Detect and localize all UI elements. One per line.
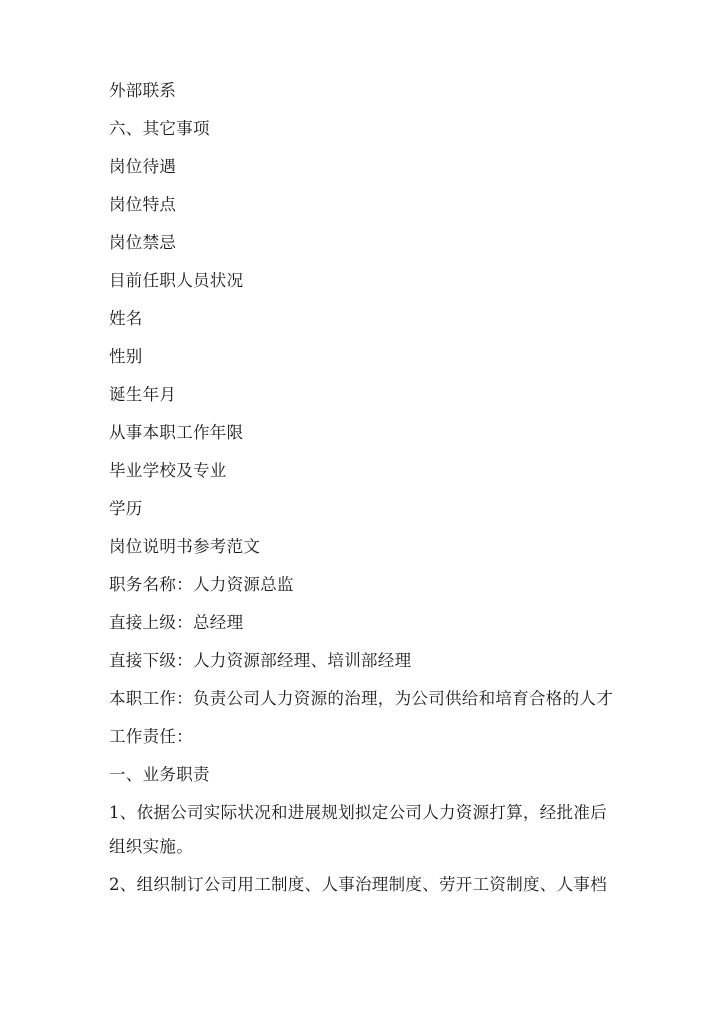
text-line: 工作责任： xyxy=(109,727,193,746)
text-line: 外部联系 xyxy=(109,81,177,100)
text-line: 姓名 xyxy=(109,309,143,328)
text-line: 1、依据公司实际状况和进展规划拟定公司人力资源打算，经批准后 xyxy=(109,803,607,822)
text-line: 性别 xyxy=(109,347,143,366)
text-line: 从事本职工作年限 xyxy=(109,423,244,442)
document-title: 岗位说明书参考范文 xyxy=(109,537,261,556)
text-line: 岗位特点 xyxy=(109,195,177,214)
document-body xyxy=(109,78,629,910)
text-line: 目前任职人员状况 xyxy=(109,271,244,290)
text-line: 直接下级：人力资源部经理、培训部经理 xyxy=(109,651,412,670)
text-line: 直接上级：总经理 xyxy=(109,613,244,632)
text-line: 毕业学校及专业 xyxy=(109,461,227,480)
text-line: 岗位待遇 xyxy=(109,157,177,176)
text-line: 岗位禁忌 xyxy=(109,233,177,252)
text-line: 诞生年月 xyxy=(109,385,177,404)
section-heading: 一、业务职责 xyxy=(109,765,210,784)
text-line: 本职工作：负责公司人力资源的治理，为公司供给和培育合格的人才 xyxy=(109,689,613,708)
text-line: 2、组织制订公司用工制度、人事治理制度、劳开工资制度、人事档 xyxy=(109,875,607,894)
section-heading: 六、其它事项 xyxy=(109,119,210,138)
text-line: 组织实施。 xyxy=(109,837,193,856)
text-line: 学历 xyxy=(109,499,143,518)
text-line: 职务名称：人力资源总监 xyxy=(109,575,294,594)
